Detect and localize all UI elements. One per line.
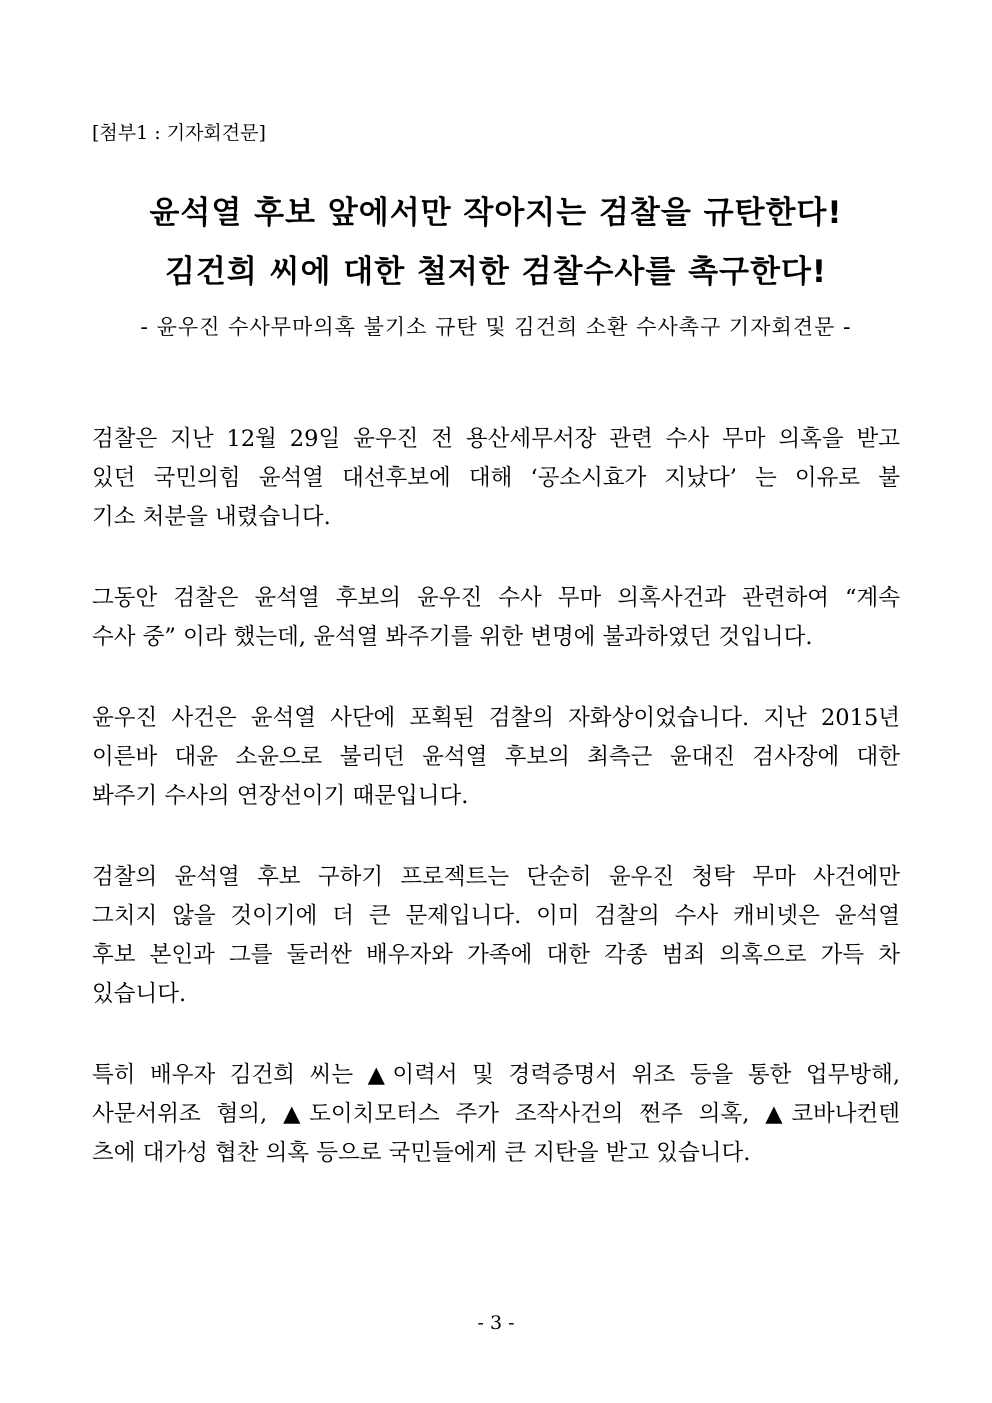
text-line: 후보 본인과 그를 둘러싼 배우자와 가족에 대한 각종 범죄 의혹으로 가득 차 [92, 942, 900, 968]
body-paragraph-3 [92, 699, 900, 816]
text-line: 수사 중” 이라 했는데, 윤석열 봐주기를 위한 변명에 불과하였던 것입니다. [92, 624, 813, 650]
document-body [92, 420, 900, 1215]
document-title-line-2: 김건희 씨에 대한 철저한 검찰수사를 촉구한다! [164, 254, 828, 290]
body-paragraph-4 [92, 858, 900, 1014]
text-line: 그치지 않을 것이기에 더 큰 문제입니다. 이미 검찰의 수사 캐비넷은 윤석열 [92, 903, 900, 929]
text-line: 있습니다. [92, 981, 187, 1007]
text-line: 이른바 대윤 소윤으로 불리던 윤석열 후보의 최측근 윤대진 검사장에 대한 [92, 744, 900, 770]
page-number: - 3 - [477, 1312, 515, 1334]
document-title-line-1: 윤석열 후보 앞에서만 작아지는 검찰을 규탄한다! [149, 195, 843, 231]
document-subtitle: - 윤우진 수사무마의혹 불기소 규탄 및 김건희 소환 수사촉구 기자회견문 - [140, 315, 852, 339]
text-line: 윤우진 사건은 윤석열 사단에 포획된 검찰의 자화상이었습니다. 지난 2015년 [92, 705, 900, 731]
body-paragraph-2 [92, 579, 900, 657]
body-paragraph-1 [92, 420, 900, 537]
text-line: 있던 국민의힘 윤석열 대선후보에 대해 ‘공소시효가 지났다’ 는 이유로 불 [92, 465, 900, 491]
text-line: 봐주기 수사의 연장선이기 때문입니다. [92, 783, 469, 809]
body-paragraph-5 [92, 1056, 900, 1173]
attachment-label: [첨부1 : 기자회견문] [92, 122, 266, 144]
text-line: 검찰은 지난 12월 29일 윤우진 전 용산세무서장 관련 수사 무마 의혹을 받고 [92, 426, 900, 452]
text-line: 사문서위조 혐의, ▲도이치모터스 주가 조작사건의 쩐주 의혹, ▲코바나컨텐 [92, 1101, 900, 1127]
text-line: 츠에 대가성 협찬 의혹 등으로 국민들에게 큰 지탄을 받고 있습니다. [92, 1140, 751, 1166]
text-line: 기소 처분을 내렸습니다. [92, 504, 331, 530]
text-line: 특히 배우자 김건희 씨는 ▲이력서 및 경력증명서 위조 등을 통한 업무방해, [92, 1062, 900, 1088]
text-line: 검찰의 윤석열 후보 구하기 프로젝트는 단순히 윤우진 청탁 무마 사건에만 [92, 864, 900, 890]
text-line: 그동안 검찰은 윤석열 후보의 윤우진 수사 무마 의혹사건과 관련하여 “계속 [92, 585, 900, 611]
